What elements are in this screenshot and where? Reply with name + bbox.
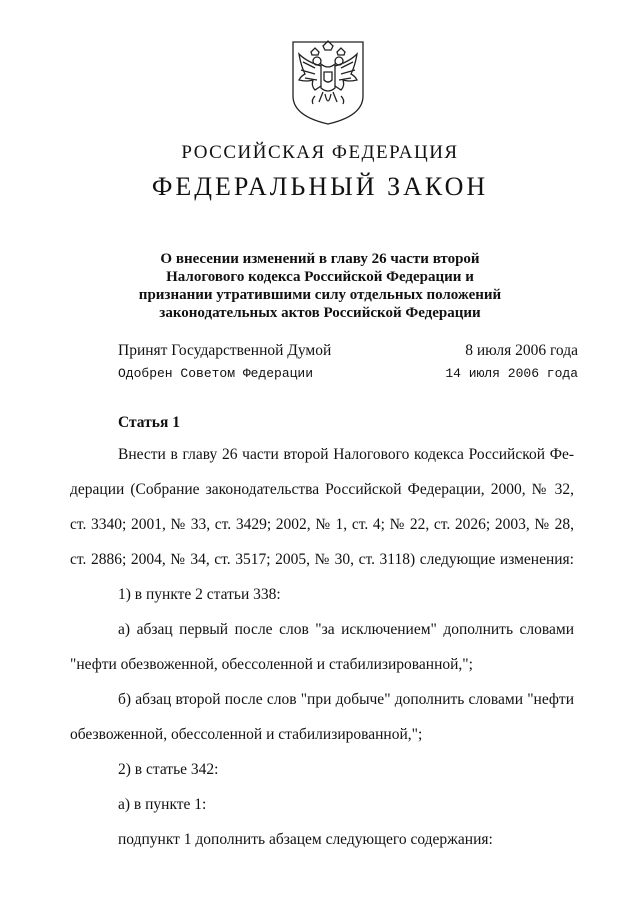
article-text-line: подпункт 1 дополнить абзацем следующего содержания: (118, 831, 493, 848)
law-title-line: Налогового кодекса Российской Федерации и (166, 269, 474, 285)
article-text-line: а) абзац первый после слов "за исключением" дополнить словами (118, 621, 574, 638)
article-text-line: дерации (Собрание законодательства Российской Федерации, 2000, № 32, (70, 481, 574, 498)
law-title (90, 250, 550, 322)
article-text-line: б) абзац второй после слов "при добыче" дополнить словами "нефти (118, 691, 574, 708)
article-text-line: а) в пункте 1: (118, 796, 207, 813)
article-text-line: "нефти обезвоженной, обессоленной и стабилизированной,"; (70, 656, 473, 673)
article-text-line: ст. 2886; 2004, № 34, ст. 3517; 2005, № 30, ст. 3118) следующие изменения: (70, 551, 574, 568)
article-heading: Статья 1 (118, 414, 180, 431)
duma-adoption-date: 8 июля 2006 года (465, 342, 578, 359)
law-title-line: О внесении изменений в главу 26 части второй (160, 251, 480, 267)
law-title-line: законодательных актов Российской Федерации (159, 305, 481, 321)
article-text-line: Внести в главу 26 части второй Налогового кодекса Российской Фе- (118, 446, 574, 463)
law-type-heading: ФЕДЕРАЛЬНЫЙ ЗАКОН (151, 172, 489, 201)
article-text-line: обезвоженной, обессоленной и стабилизированной,"; (70, 726, 423, 743)
council-approval-date: 14 июля 2006 года (445, 366, 578, 381)
duma-adoption-label: Принят Государственной Думой (118, 342, 332, 359)
coat-of-arms-emblem (285, 36, 371, 126)
council-approval-label: Одобрен Советом Федерации (118, 366, 314, 381)
law-title-line: признании утратившими силу отдельных положений (138, 287, 502, 303)
article-text-line: 2) в статье 342: (118, 761, 219, 778)
country-heading: РОССИЙСКАЯ ФЕДЕРАЦИЯ (181, 142, 459, 163)
article-text-line: 1) в пункте 2 статьи 338: (118, 586, 281, 603)
article-text-line: ст. 3340; 2001, № 33, ст. 3429; 2002, № 1, ст. 4; № 22, ст. 2026; 2003, № 28, (70, 516, 574, 533)
